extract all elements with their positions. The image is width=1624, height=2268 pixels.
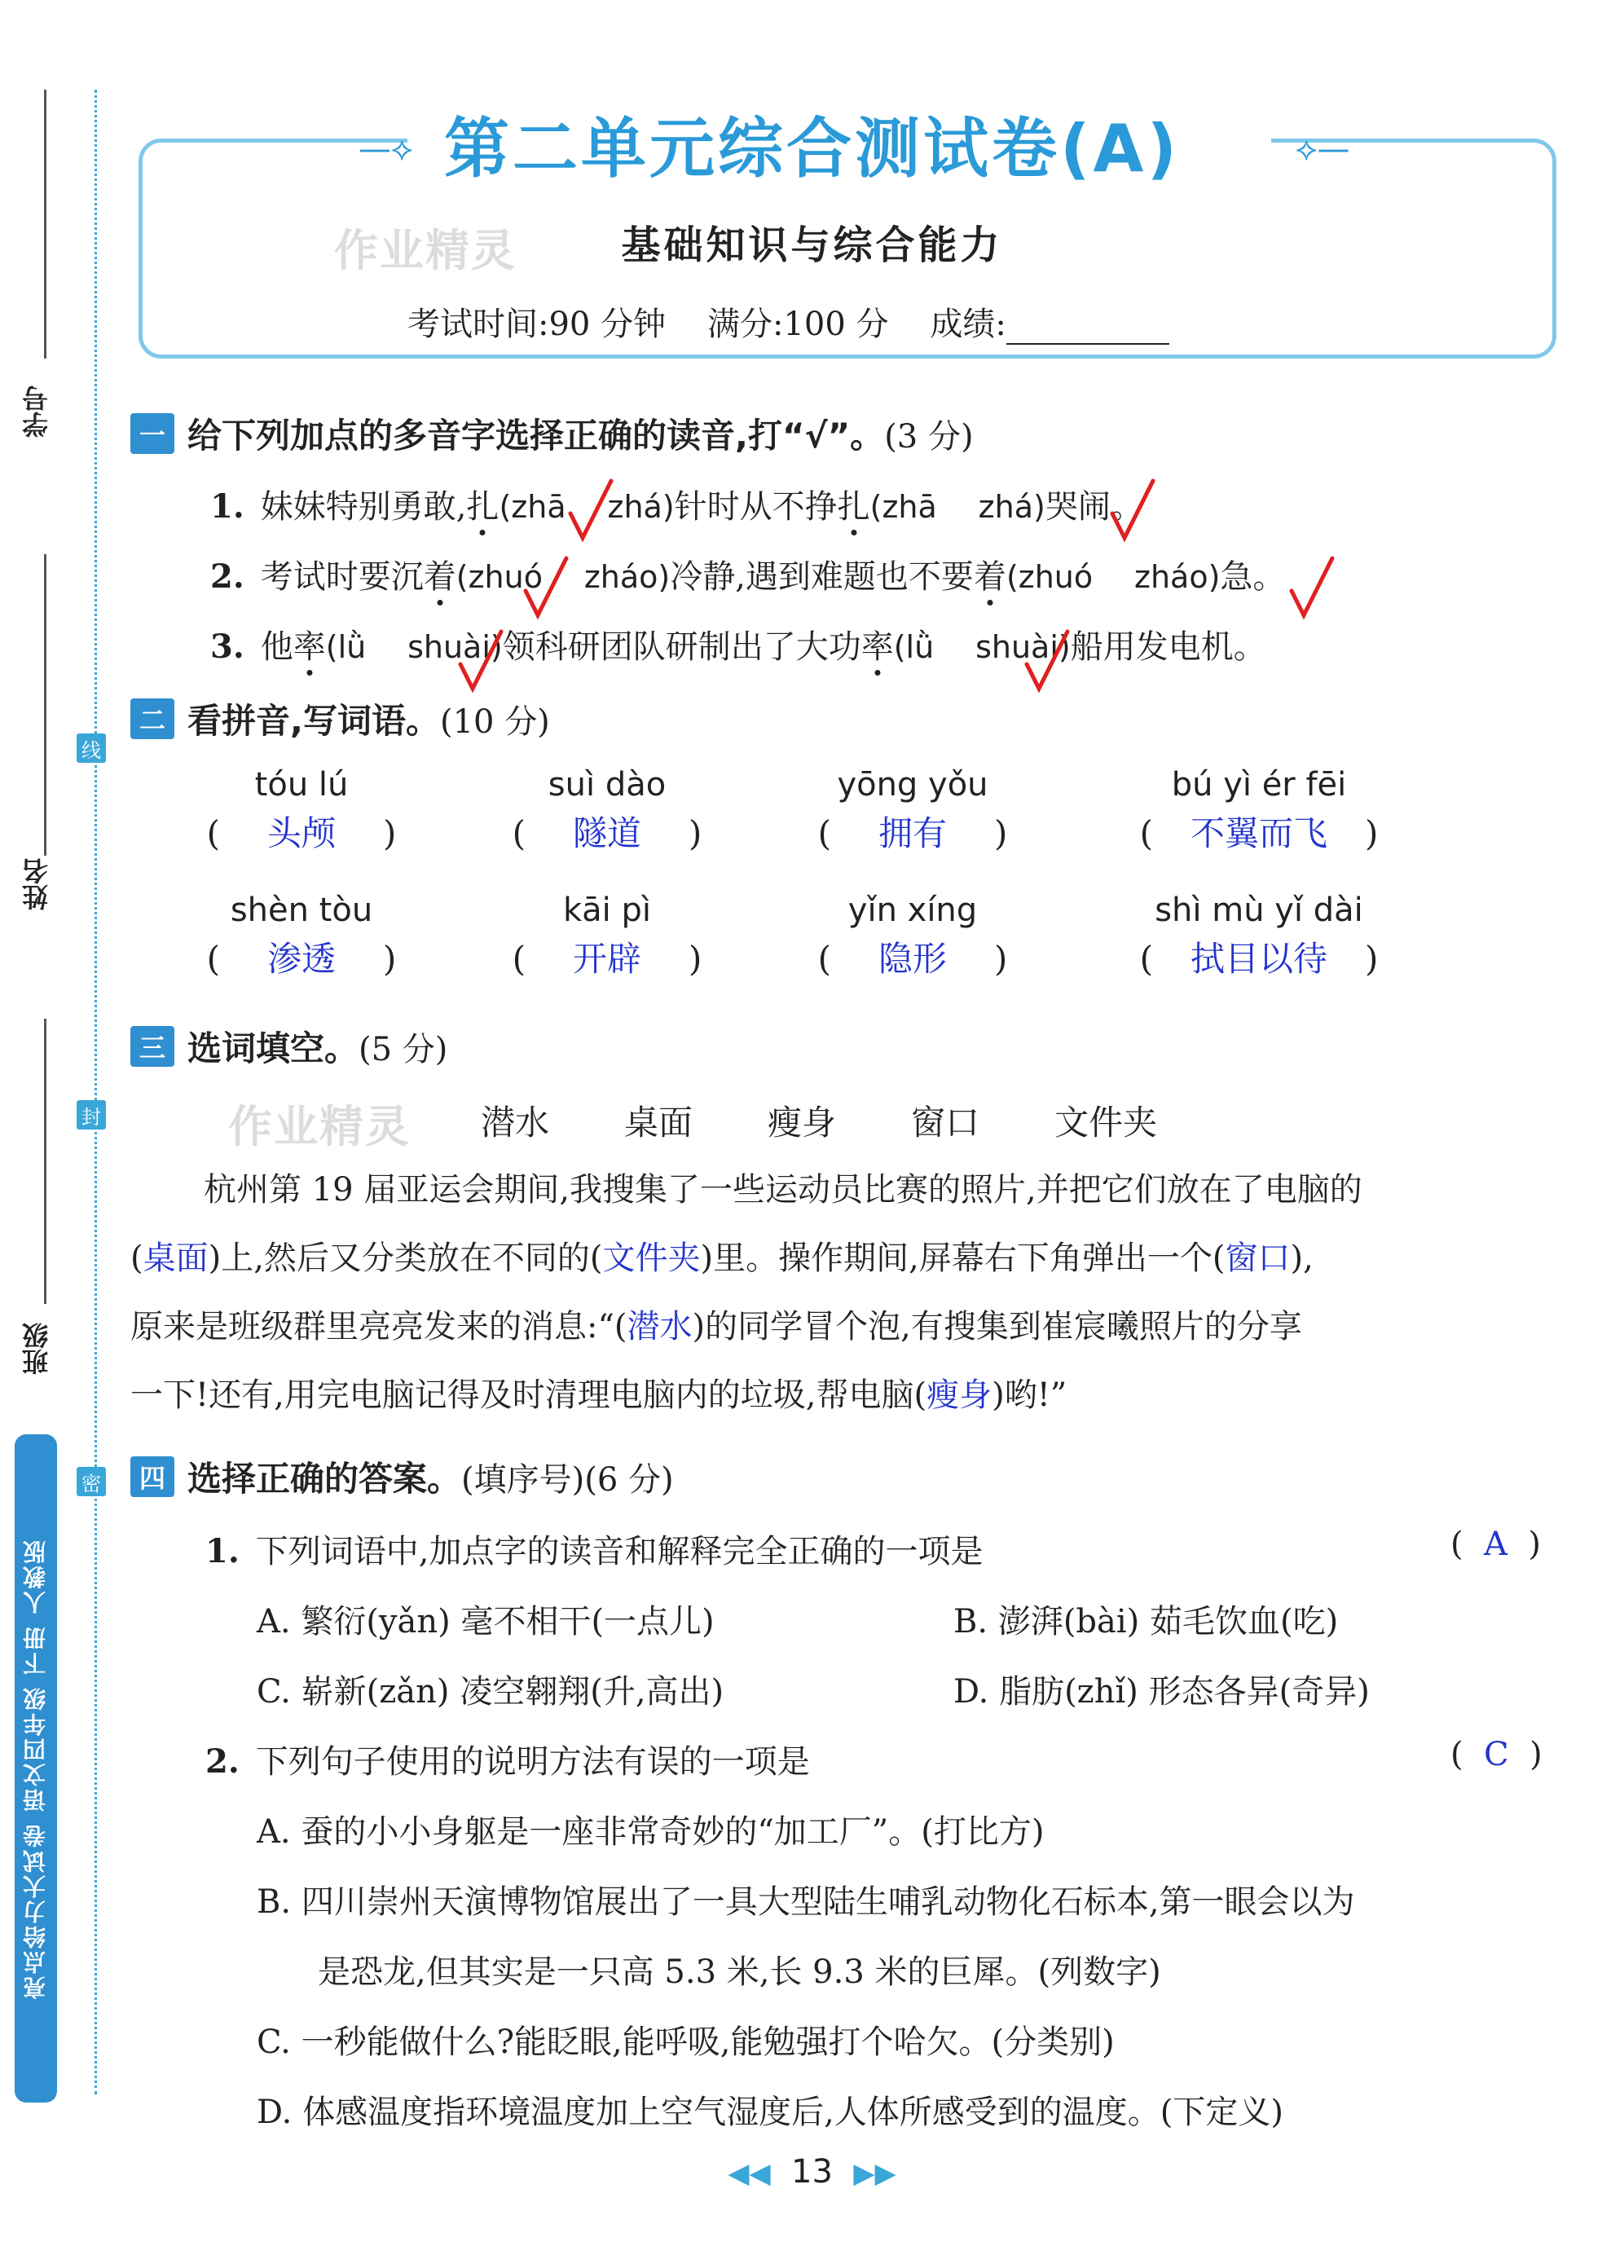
- answer-slot: ( A ): [1450, 1526, 1541, 1563]
- brand-strip: 亮点给力大试卷 语文四年级 下册 人教版: [15, 1434, 57, 2103]
- ornament-left-icon: —⟡: [359, 130, 413, 168]
- question-item: 3. 他率(lǜ shuài)领科研团队研制出了大功率(lǜ shuài)船用发电机。: [210, 628, 1266, 666]
- word-option: 潜水: [481, 1103, 550, 1143]
- question-stem: 1. 下列词语中,加点字的读音和解释完全正确的一项是: [205, 1532, 984, 1570]
- section-points: (5 分): [359, 1030, 448, 1068]
- option-B: B. 澎湃(bài) 茹毛饮血(吃): [953, 1603, 1339, 1640]
- pinyin-item: bú yì ér fēi ( 不翼而飞 ): [1088, 766, 1430, 856]
- answer-text: 头颅: [266, 813, 336, 853]
- section-badge: 三: [130, 1026, 174, 1067]
- answer-text: 不翼而飞: [1190, 813, 1327, 853]
- word-option: 瘦身: [768, 1103, 837, 1143]
- watermark: 作业精灵: [334, 225, 517, 276]
- section-1-header: [130, 409, 974, 458]
- prev-arrow-icon: ◀◀: [728, 2157, 771, 2190]
- pinyin-item: yōng yǒu ( 拥有 ): [766, 766, 1059, 856]
- section-title: 选择正确的答案。: [187, 1459, 462, 1499]
- answer-text: A: [1484, 1526, 1507, 1563]
- full-score: 满分:100 分: [706, 306, 889, 343]
- option-A: A. 繁衍(yǎn) 毫不相干(一点儿): [257, 1603, 715, 1640]
- check-mark-icon: [1108, 477, 1157, 542]
- answer-text: 潜水: [627, 1308, 693, 1345]
- option-B: B. 四川崇州天演博物馆展出了一具大型陆生哺乳动物化石标本,第一眼会以为: [257, 1883, 1355, 1921]
- section-title: 给下列加点的多音字选择正确的读音,打“√”。: [187, 416, 885, 456]
- answer-text: 开辟: [572, 939, 641, 979]
- word-option: 文件夹: [1054, 1103, 1158, 1143]
- pinyin-item: shèn tòu ( 渗透 ): [155, 892, 448, 981]
- answer-text: 桌面: [143, 1240, 209, 1277]
- pinyin-item: tóu lú ( 头颅 ): [155, 766, 448, 856]
- passage-line: 杭州第 19 届亚运会期间,我搜集了一些运动员比赛的照片,并把它们放在了电脑的: [204, 1171, 1362, 1209]
- exam-time: 考试时间:90 分钟: [407, 306, 667, 343]
- option-B-continued: 是恐龙,但其实是一只高 5.3 米,长 9.3 米的巨犀。(列数字): [318, 1953, 1161, 1991]
- watermark: 作业精灵: [228, 1101, 411, 1152]
- section-3-header: [130, 1022, 447, 1071]
- section-points: (3 分): [884, 417, 974, 456]
- margin-line: [44, 554, 46, 856]
- section-badge: 一: [130, 413, 174, 454]
- exam-info: [407, 298, 1169, 345]
- page-subtitle: 基础知识与综合能力: [621, 222, 1003, 268]
- passage-line: 原来是班级群里亮亮发来的消息:“(潜水)的同学冒个泡,有搜集到崔宸曦照片的分享: [130, 1308, 1302, 1345]
- answer-text: 瘦身: [926, 1376, 992, 1414]
- passage-line: (桌面)上,然后又分类放在不同的(文件夹)里。操作期间,屏幕右下角弹出一个(窗口),: [130, 1240, 1314, 1277]
- check-mark-icon: [1023, 628, 1072, 693]
- page-number: 13: [791, 2153, 833, 2191]
- class-label: 班级: [21, 1323, 52, 1375]
- cut-mark-line: 线: [77, 733, 106, 763]
- section-2-header: [130, 694, 550, 743]
- student-id-label: 学号: [21, 385, 52, 438]
- word-bank: [481, 1096, 1232, 1145]
- question-stem: 2. 下列句子使用的说明方法有误的一项是: [205, 1742, 810, 1781]
- option-D: D. 体感温度指环境温度加上空气湿度后,人体所感受到的温度。(下定义): [257, 2094, 1283, 2131]
- option-C: C. 崭新(zǎn) 凌空翱翔(升,高出): [257, 1673, 724, 1711]
- question-item: 1. 妹妹特别勇敢,扎(zhā zhá)针时从不挣扎(zhā zhá)哭闹。: [210, 487, 1143, 526]
- option-A: A. 蚕的小小身躯是一座非常奇妙的“加工厂”。(打比方): [257, 1813, 1045, 1851]
- answer-text: 渗透: [266, 939, 336, 979]
- answer-text: 拭目以待: [1190, 939, 1327, 979]
- passage: [130, 1156, 1565, 1429]
- answer-text: 窗口: [1225, 1240, 1291, 1277]
- check-mark-icon: [566, 477, 615, 542]
- section-4-header: [130, 1452, 674, 1501]
- margin-line: [44, 1019, 46, 1304]
- page-footer: [0, 2153, 1624, 2191]
- check-mark-icon: [456, 628, 505, 693]
- option-C: C. 一秒能做什么?能眨眼,能呼吸,能勉强打个哈欠。(分类别): [257, 2024, 1115, 2061]
- check-mark-icon: [522, 554, 570, 619]
- answer-text: 隐形: [878, 939, 947, 979]
- section-badge: 四: [130, 1456, 174, 1497]
- score-blank: [1006, 315, 1169, 345]
- pinyin-item: yǐn xíng ( 隐形 ): [766, 892, 1059, 981]
- answer-text: 拥有: [878, 813, 947, 853]
- word-option: 窗口: [911, 1103, 980, 1143]
- cut-mark-seal: 封: [77, 1100, 106, 1130]
- ornament-right-icon: ⟡—: [1296, 130, 1350, 168]
- next-arrow-icon: ▶▶: [853, 2157, 896, 2190]
- answer-text: 文件夹: [602, 1240, 701, 1277]
- page-title: 第二单元综合测试卷(A): [443, 111, 1181, 187]
- section-title: 看拼音,写词语。: [187, 701, 440, 741]
- passage-line: 一下!还有,用完电脑记得及时清理电脑内的垃圾,帮电脑(瘦身)哟!”: [130, 1376, 1067, 1414]
- pinyin-item: shì mù yǐ dài ( 拭目以待 ): [1088, 892, 1430, 981]
- section-points: (10 分): [439, 702, 550, 741]
- answer-text: C: [1484, 1736, 1509, 1773]
- word-option: 桌面: [624, 1103, 693, 1143]
- answer-slot: ( C ): [1450, 1736, 1543, 1773]
- cut-mark-secret: 密: [77, 1467, 106, 1496]
- pinyin-item: kāi pì ( 开辟 ): [460, 892, 754, 981]
- section-title: 选词填空。: [187, 1028, 359, 1068]
- option-D: D. 脂肪(zhǐ) 形态各异(奇异): [953, 1673, 1370, 1711]
- answer-text: 隧道: [572, 813, 641, 853]
- name-label: 姓名: [21, 858, 52, 910]
- question-item: 2. 考试时要沉着(zhuó zháo)冷静,遇到难题也不要着(zhuó zháo)急。: [210, 557, 1286, 596]
- check-mark-icon: [1287, 554, 1336, 619]
- section-points: (填序号)(6 分): [461, 1460, 674, 1499]
- pinyin-item: suì dào ( 隧道 ): [460, 766, 754, 856]
- score-label: 成绩:: [930, 306, 1006, 343]
- section-badge: 二: [130, 698, 174, 739]
- margin-dotted-line: [95, 90, 97, 2094]
